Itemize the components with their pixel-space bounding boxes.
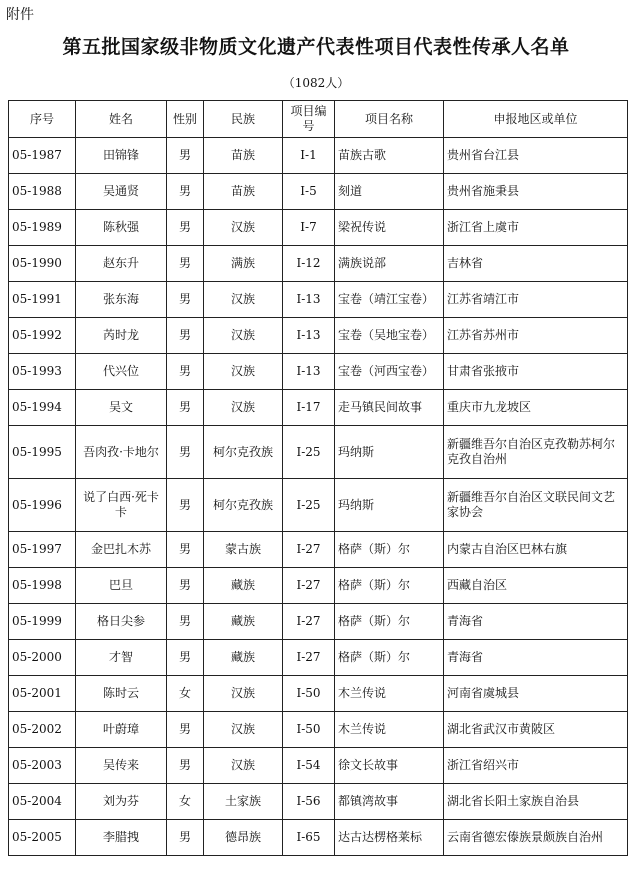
cell-name: 格日尖参 bbox=[76, 604, 167, 640]
table-header-row bbox=[9, 101, 628, 138]
cell-region: 浙江省绍兴市 bbox=[444, 748, 628, 784]
cell-no: 05-2002 bbox=[9, 712, 76, 748]
cell-ethnicity: 汉族 bbox=[204, 354, 283, 390]
table-row bbox=[9, 426, 628, 479]
cell-gender: 女 bbox=[167, 676, 204, 712]
cell-item: 格萨（斯）尔 bbox=[335, 604, 444, 640]
cell-no: 05-2001 bbox=[9, 676, 76, 712]
cell-name: 吴通贤 bbox=[76, 174, 167, 210]
table-body bbox=[9, 138, 628, 856]
cell-ethnicity: 满族 bbox=[204, 246, 283, 282]
cell-name: 说了白西·死卡卡 bbox=[76, 479, 167, 532]
cell-no: 05-1995 bbox=[9, 426, 76, 479]
table-row bbox=[9, 282, 628, 318]
cell-item: 玛纳斯 bbox=[335, 479, 444, 532]
cell-code: I-25 bbox=[283, 426, 335, 479]
cell-code: I-13 bbox=[283, 282, 335, 318]
cell-gender: 男 bbox=[167, 354, 204, 390]
cell-name: 巴旦 bbox=[76, 568, 167, 604]
cell-item: 达古达楞格莱标 bbox=[335, 820, 444, 856]
cell-code: I-56 bbox=[283, 784, 335, 820]
cell-ethnicity: 藏族 bbox=[204, 568, 283, 604]
cell-ethnicity: 柯尔克孜族 bbox=[204, 479, 283, 532]
cell-region: 江苏省靖江市 bbox=[444, 282, 628, 318]
cell-region: 青海省 bbox=[444, 640, 628, 676]
cell-region: 新疆维吾尔自治区克孜勒苏柯尔克孜自治州 bbox=[444, 426, 628, 479]
table-row bbox=[9, 820, 628, 856]
cell-region: 内蒙古自治区巴林右旗 bbox=[444, 532, 628, 568]
table-row bbox=[9, 210, 628, 246]
cell-region: 浙江省上虞市 bbox=[444, 210, 628, 246]
header-region: 申报地区或单位 bbox=[444, 101, 628, 138]
cell-gender: 男 bbox=[167, 210, 204, 246]
cell-code: I-50 bbox=[283, 676, 335, 712]
cell-no: 05-1989 bbox=[9, 210, 76, 246]
cell-name: 赵东升 bbox=[76, 246, 167, 282]
cell-no: 05-2004 bbox=[9, 784, 76, 820]
table-row bbox=[9, 390, 628, 426]
person-count: （1082人） bbox=[282, 76, 350, 90]
cell-no: 05-2000 bbox=[9, 640, 76, 676]
cell-ethnicity: 汉族 bbox=[204, 318, 283, 354]
cell-code: I-7 bbox=[283, 210, 335, 246]
cell-region: 河南省虞城县 bbox=[444, 676, 628, 712]
cell-gender: 男 bbox=[167, 246, 204, 282]
cell-ethnicity: 苗族 bbox=[204, 174, 283, 210]
table-row bbox=[9, 246, 628, 282]
header-ethnicity: 民族 bbox=[204, 101, 283, 138]
cell-ethnicity: 汉族 bbox=[204, 390, 283, 426]
cell-no: 05-2003 bbox=[9, 748, 76, 784]
cell-item: 格萨（斯）尔 bbox=[335, 640, 444, 676]
cell-item: 苗族古歌 bbox=[335, 138, 444, 174]
cell-gender: 男 bbox=[167, 568, 204, 604]
cell-ethnicity: 汉族 bbox=[204, 748, 283, 784]
cell-ethnicity: 藏族 bbox=[204, 604, 283, 640]
table-row bbox=[9, 138, 628, 174]
attachment-label: 附件 bbox=[6, 7, 34, 23]
cell-ethnicity: 藏族 bbox=[204, 640, 283, 676]
table-row bbox=[9, 748, 628, 784]
header-gender: 性别 bbox=[167, 101, 204, 138]
cell-code: I-27 bbox=[283, 604, 335, 640]
cell-item: 木兰传说 bbox=[335, 712, 444, 748]
table-row bbox=[9, 532, 628, 568]
cell-region: 江苏省苏州市 bbox=[444, 318, 628, 354]
cell-no: 05-1991 bbox=[9, 282, 76, 318]
cell-ethnicity: 德昂族 bbox=[204, 820, 283, 856]
cell-name: 陈时云 bbox=[76, 676, 167, 712]
table-row bbox=[9, 318, 628, 354]
cell-region: 贵州省施秉县 bbox=[444, 174, 628, 210]
cell-gender: 男 bbox=[167, 748, 204, 784]
cell-gender: 男 bbox=[167, 532, 204, 568]
cell-region: 湖北省长阳土家族自治县 bbox=[444, 784, 628, 820]
cell-region: 新疆维吾尔自治区文联民间文艺家协会 bbox=[444, 479, 628, 532]
cell-gender: 男 bbox=[167, 426, 204, 479]
cell-name: 吴传来 bbox=[76, 748, 167, 784]
cell-name: 芮时龙 bbox=[76, 318, 167, 354]
cell-gender: 女 bbox=[167, 784, 204, 820]
cell-region: 贵州省台江县 bbox=[444, 138, 628, 174]
cell-no: 05-1994 bbox=[9, 390, 76, 426]
cell-item: 都镇湾故事 bbox=[335, 784, 444, 820]
cell-region: 湖北省武汉市黄陂区 bbox=[444, 712, 628, 748]
cell-ethnicity: 柯尔克孜族 bbox=[204, 426, 283, 479]
cell-gender: 男 bbox=[167, 282, 204, 318]
cell-no: 05-1999 bbox=[9, 604, 76, 640]
table-row bbox=[9, 676, 628, 712]
cell-no: 05-1988 bbox=[9, 174, 76, 210]
cell-no: 05-1996 bbox=[9, 479, 76, 532]
cell-no: 05-1998 bbox=[9, 568, 76, 604]
cell-region: 云南省德宏傣族景颇族自治州 bbox=[444, 820, 628, 856]
cell-no: 05-1993 bbox=[9, 354, 76, 390]
cell-ethnicity: 汉族 bbox=[204, 210, 283, 246]
cell-gender: 男 bbox=[167, 604, 204, 640]
cell-item: 梁祝传说 bbox=[335, 210, 444, 246]
cell-code: I-1 bbox=[283, 138, 335, 174]
cell-region: 吉林省 bbox=[444, 246, 628, 282]
header-name: 姓名 bbox=[76, 101, 167, 138]
cell-ethnicity: 苗族 bbox=[204, 138, 283, 174]
cell-item: 木兰传说 bbox=[335, 676, 444, 712]
cell-no: 05-2005 bbox=[9, 820, 76, 856]
cell-code: I-5 bbox=[283, 174, 335, 210]
cell-code: I-13 bbox=[283, 354, 335, 390]
table-row bbox=[9, 712, 628, 748]
cell-gender: 男 bbox=[167, 318, 204, 354]
cell-name: 吴文 bbox=[76, 390, 167, 426]
table-row bbox=[9, 784, 628, 820]
cell-code: I-17 bbox=[283, 390, 335, 426]
cell-name: 刘为芬 bbox=[76, 784, 167, 820]
cell-item: 格萨（斯）尔 bbox=[335, 568, 444, 604]
cell-ethnicity: 汉族 bbox=[204, 712, 283, 748]
table-row bbox=[9, 479, 628, 532]
cell-code: I-27 bbox=[283, 532, 335, 568]
cell-ethnicity: 蒙古族 bbox=[204, 532, 283, 568]
cell-no: 05-1987 bbox=[9, 138, 76, 174]
cell-name: 张东海 bbox=[76, 282, 167, 318]
cell-no: 05-1997 bbox=[9, 532, 76, 568]
document-title: 第五批国家级非物质文化遗产代表性项目代表性传承人名单 bbox=[62, 36, 570, 58]
cell-code: I-27 bbox=[283, 640, 335, 676]
table-row bbox=[9, 568, 628, 604]
cell-item: 格萨（斯）尔 bbox=[335, 532, 444, 568]
table-row bbox=[9, 354, 628, 390]
cell-code: I-50 bbox=[283, 712, 335, 748]
cell-name: 李腊拽 bbox=[76, 820, 167, 856]
cell-region: 重庆市九龙坡区 bbox=[444, 390, 628, 426]
cell-name: 代兴位 bbox=[76, 354, 167, 390]
cell-item: 宝卷（吴地宝卷） bbox=[335, 318, 444, 354]
cell-code: I-27 bbox=[283, 568, 335, 604]
cell-no: 05-1990 bbox=[9, 246, 76, 282]
cell-gender: 男 bbox=[167, 479, 204, 532]
cell-gender: 男 bbox=[167, 712, 204, 748]
header-no: 序号 bbox=[9, 101, 76, 138]
cell-name: 叶蔚璋 bbox=[76, 712, 167, 748]
cell-item: 满族说部 bbox=[335, 246, 444, 282]
cell-gender: 男 bbox=[167, 640, 204, 676]
cell-gender: 男 bbox=[167, 390, 204, 426]
header-item: 项目名称 bbox=[335, 101, 444, 138]
cell-item: 走马镇民间故事 bbox=[335, 390, 444, 426]
cell-ethnicity: 汉族 bbox=[204, 676, 283, 712]
cell-item: 徐文长故事 bbox=[335, 748, 444, 784]
cell-item: 玛纳斯 bbox=[335, 426, 444, 479]
cell-item: 宝卷（河西宝卷） bbox=[335, 354, 444, 390]
table-row bbox=[9, 604, 628, 640]
cell-code: I-25 bbox=[283, 479, 335, 532]
cell-item: 宝卷（靖江宝卷） bbox=[335, 282, 444, 318]
cell-item: 刻道 bbox=[335, 174, 444, 210]
header-code: 项目编号 bbox=[283, 101, 335, 138]
cell-gender: 男 bbox=[167, 138, 204, 174]
cell-gender: 男 bbox=[167, 174, 204, 210]
cell-code: I-13 bbox=[283, 318, 335, 354]
cell-name: 才智 bbox=[76, 640, 167, 676]
cell-no: 05-1992 bbox=[9, 318, 76, 354]
cell-name: 吾肉孜·卡地尔 bbox=[76, 426, 167, 479]
cell-code: I-54 bbox=[283, 748, 335, 784]
cell-ethnicity: 汉族 bbox=[204, 282, 283, 318]
cell-region: 甘肃省张掖市 bbox=[444, 354, 628, 390]
table-row bbox=[9, 174, 628, 210]
cell-ethnicity: 土家族 bbox=[204, 784, 283, 820]
cell-code: I-65 bbox=[283, 820, 335, 856]
cell-name: 陈秋强 bbox=[76, 210, 167, 246]
cell-region: 西藏自治区 bbox=[444, 568, 628, 604]
table-row bbox=[9, 640, 628, 676]
cell-name: 田锦锋 bbox=[76, 138, 167, 174]
cell-region: 青海省 bbox=[444, 604, 628, 640]
cell-name: 金巴扎木苏 bbox=[76, 532, 167, 568]
cell-gender: 男 bbox=[167, 820, 204, 856]
cell-code: I-12 bbox=[283, 246, 335, 282]
inheritor-table bbox=[8, 100, 628, 856]
